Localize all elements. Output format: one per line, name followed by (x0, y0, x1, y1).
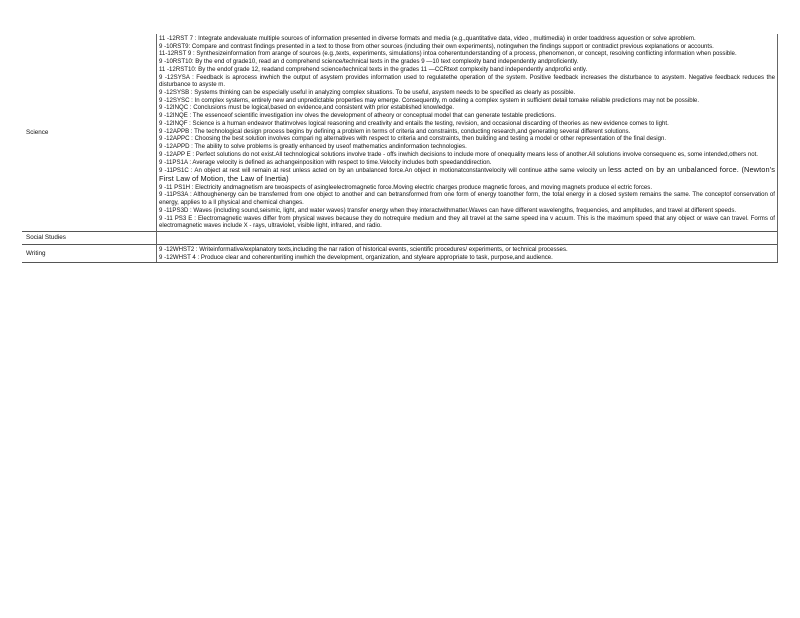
social-studies-row (22, 231, 778, 244)
standard-entry: 9 -10RST10: By the end of grade10, read an d comprehend science/technical texts in the grades 9 —10 text complexity band independently andproficiently. (159, 58, 579, 66)
standard-entry: 9 -12INQC : Conclusions must be logical,based on evidence,and consistent with prior established knowledge. (159, 104, 455, 112)
standards-table (22, 34, 778, 263)
standard-entry: 9 -12WHST2 : Writeinformative/explanatory texts,including the nar ration of historical events, scientific procedures/ experiments, or technical processes. (159, 245, 568, 253)
standard-entry: 9 -10RST9: Compare and contrast findings presented in a text to those from other sources (including their own experiments), notingwhen the findings support or contradict previous explanations or accounts. (159, 42, 714, 50)
standard-entry: 9 -11PS1A : Average velocity is defined as achangeinposition with respect to time.Velocity includes both speedanddirection. (159, 158, 492, 166)
standard-entry: 9 -12SYSB : Systems thinking can be especially useful in analyzing complex situations. To be useful, asystem needs to be specified as clearly as possible. (159, 89, 576, 97)
standard-entry: 9 -12APPC : Choosing the best solution involves compari ng alternatives with respect to criteria and constraints, then building and testing a model or other representation of the final design. (159, 135, 667, 143)
writing-standards (157, 244, 778, 262)
science-standards (157, 34, 778, 231)
standard-entry: 9 -12WHST 4 : Produce clear and coherentwriting inwhich the development, organization, and stylearе appropriate to task, purpose,and audience. (159, 253, 553, 261)
standard-entry: 9 -11 PS1H : Electricity andmagnetism are twoaspects of asingleelectromagnetic force.Moving electric charges produce magnetic forces, and moving magnets produce el ectric forces. (159, 183, 653, 191)
standard-entry: 9 -12SYSA : Feedback is aprocess inwhich the output of asystem provides information used to regulatethe operation of the system. Positive feedback increases the disturbance to asystem. Negative feedback reduces the disturbance to asyste m. (159, 73, 775, 89)
writing-label: Writing (22, 244, 157, 262)
standard-text-inertia: less acted on by an unbalanced force. (Newton's First Law of Motion, the Law of Inertia) (159, 165, 776, 183)
standard-entry (159, 166, 775, 183)
social-studies-standards (157, 231, 778, 244)
science-row (22, 34, 778, 231)
science-label: Science (26, 128, 49, 136)
writing-row (22, 244, 778, 262)
standard-entry: 9 -12APPD : The ability to solve problems is greatly enhanced by useof mathematics andinformation technologies. (159, 143, 467, 151)
social-studies-label: Social Studies (22, 231, 157, 244)
standard-entry: 9 -12APPB : The technological design process begins by defining a problem in terms of criteria and constraints, conducting research,and generating several different solutions. (159, 127, 631, 135)
standard-entry: 9 -12APP E : Perfect solutions do not exist.All technological solutions involve trade - offs inwhich decisions to include more of onequality means less of another.All solutions involve consequenc es, some intended,others not. (159, 150, 758, 158)
standard-entry: 11-12RST 9 : Synthesizeinformation from arange of sources (e.g.,texts, experiments, simulations) intoa coherentunderstanding of a process, phenomenon, or concept, resolving conflicting information when possible. (159, 50, 737, 58)
standard-entry: 9 -11PS3D : Waves (including sound,seismic, light, and water waves) transfer energy when they interactwithmatter.Waves can have different wavelengths, frequencies, and amplitudes, and travel at different speeds. (159, 206, 737, 214)
standards-document (22, 34, 778, 263)
standard-entry: 11 -12RST 7 : Integrate andevaluate multiple sources of information presented in diverse formats and media (e.g.,quantitative data, video , multimedia) in order toaddress aquestion or solve aproblem. (159, 35, 696, 42)
standard-entry: 9 -12INQF : Science is a human endeavor thatinvolves logical reasoning and creativity and entails the testing, revision, and occasional discarding of theories as new evidence comes to light. (159, 119, 669, 127)
standard-entry: 9 -12SYSC : In complex systems, entirely new and unpredictable properties may emerge. Consequently, m odeling a complex system in sufficient detail tomake reliable predictions may not be possible. (159, 96, 700, 104)
standard-entry: 9 -11 PS3 E : Electromagnetic waves differ from physical waves because they do notrequire medium and they all travel at the same speed ina v acuum. This is the maximum speed that any object or wave can travel. Forms of electromagnetic waves include X - rays, ultraviolet, visible light, infrared, and radio. (159, 214, 775, 230)
standard-entry: 9 -11PS3A : Althoughenergy can be transferred from one object to another and can betransformed from one form of energy toanother form, the total energy in a closed system remains the same. The conceptof conservation of energy, applies to a ll physical and chemical changes. (159, 191, 775, 207)
standard-entry: 9 -12INQE : The essenceof scientific investigation inv olves the development of atheory or conceptual model that can generate testable predictions. (159, 112, 556, 120)
standard-text: 9 -11PS1C : An object at rest will remain at rest unless acted on by an unbalanced force.An object in motionatconstantvelocity will continue atthe same velocity un (159, 167, 606, 175)
standard-entry: 11 -12RST10: By the endof grade 12, readand comprehend science/technical texts in the grades 11 —CCRtext complexity band independently andprofici ently. (159, 65, 588, 73)
